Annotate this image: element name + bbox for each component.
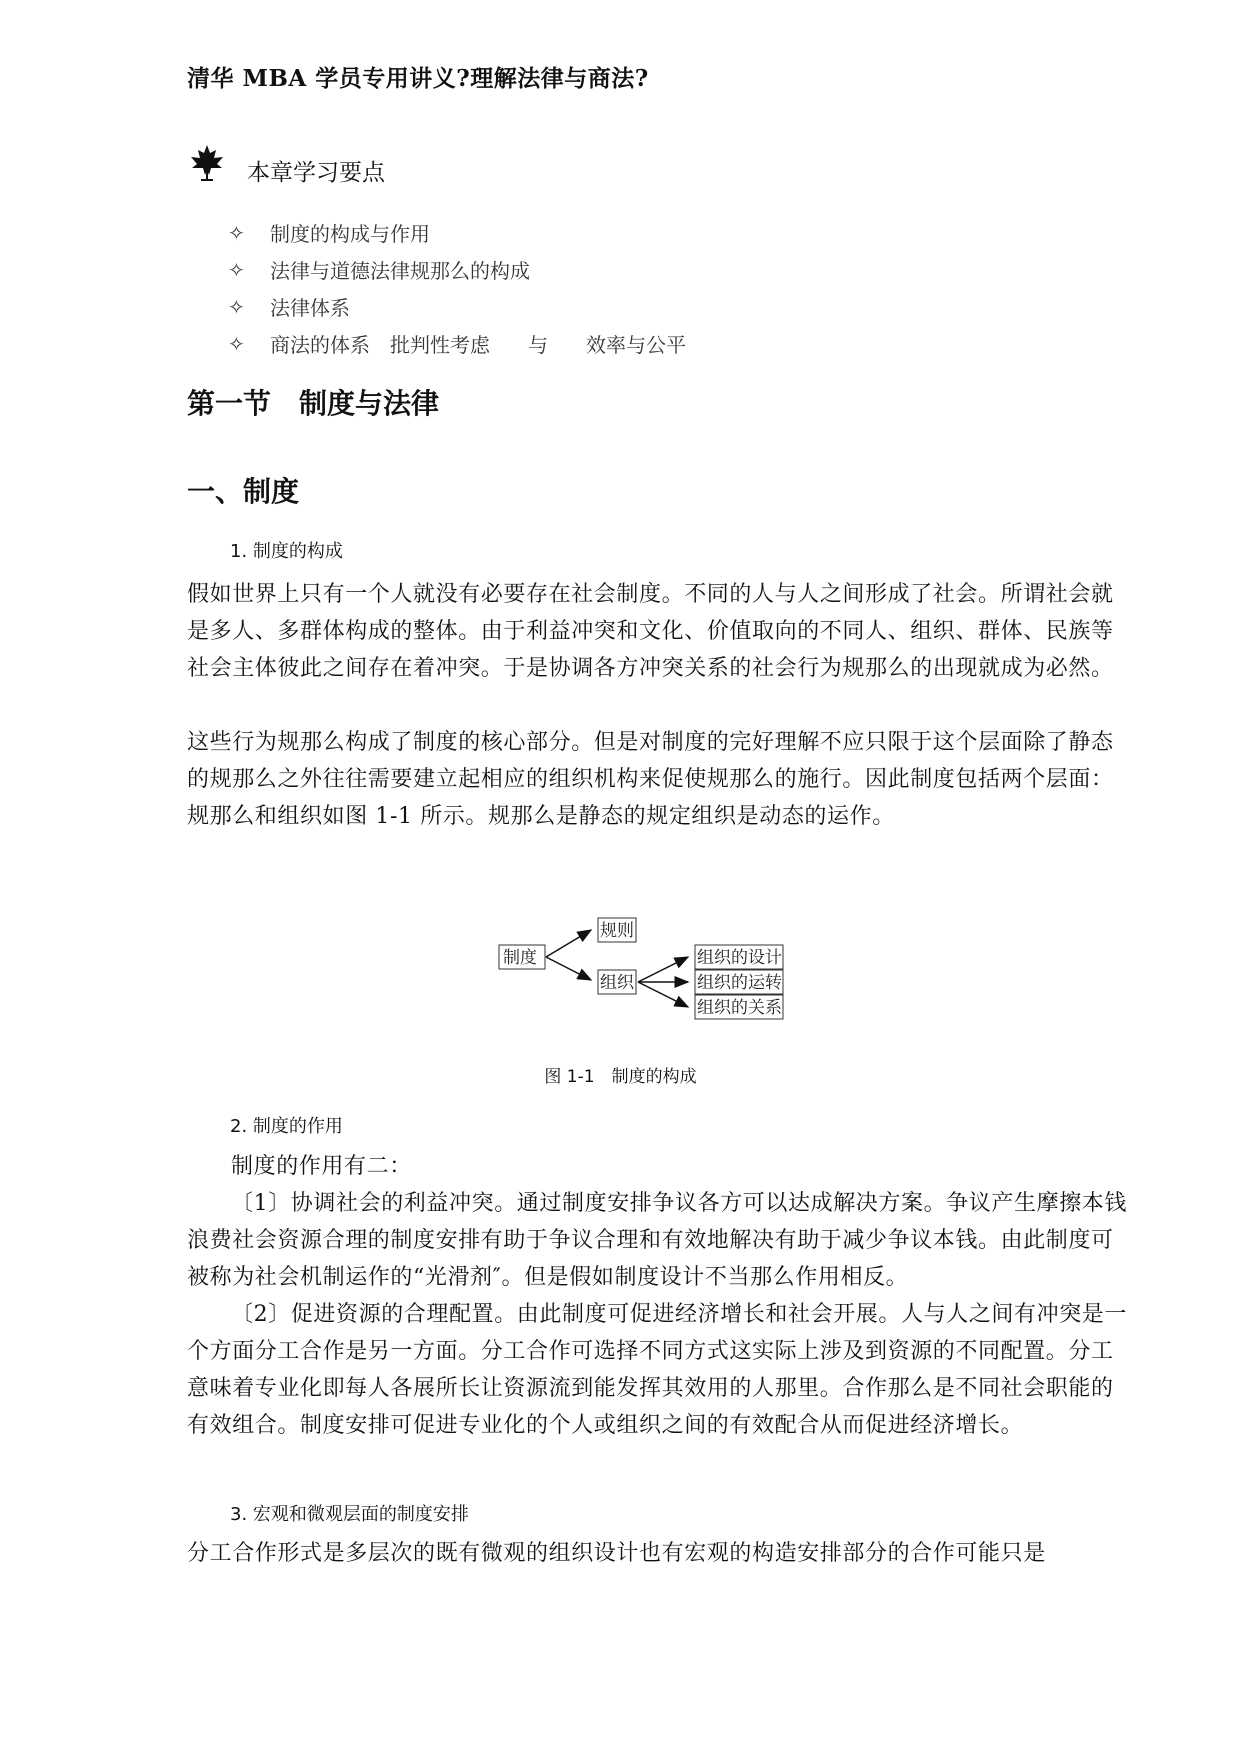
maple-leaf-icon: [187, 143, 227, 183]
key-points-list: [228, 214, 686, 362]
list-item-text: 效率与公平: [586, 333, 686, 357]
list-item-text: 制度的构成与作用: [270, 222, 430, 246]
diagram-node-org-relations: 组织的关系: [697, 998, 782, 1018]
list-item-text: 批判性考虑: [390, 333, 490, 357]
list-item-text: 商法的体系: [270, 333, 370, 357]
page-header: 清华 MBA 学员专用讲义?理解法律与商法?: [187, 65, 649, 92]
diagram-node-organization: 组织: [600, 973, 634, 993]
paragraph: [187, 1185, 1132, 1296]
paragraph: [187, 1296, 1132, 1444]
key-points-title: 本章学习要点: [247, 160, 385, 186]
paragraph-text: 〔1〕协调社会的利益冲突。通过制度安排争议各方可以达成解决方案。争议产生摩擦本钱浪费社会资源合理的制度安排有助于争议合理和有效地解决有助于减少争议本钱。由此制度可被称为社会机制运作的“光滑剂″。但是假如制度设计不当那么作用相反。: [187, 1191, 1127, 1290]
item-heading: 1. 制度的构成: [230, 541, 343, 562]
institution-diagram: [498, 905, 818, 1025]
bullet-star-icon: ✧: [228, 257, 245, 282]
figure-caption: 图 1-1 制度的构成: [544, 1067, 697, 1087]
bullet-star-icon: ✧: [228, 331, 245, 356]
paragraph: [187, 1148, 1132, 1185]
list-item: [228, 288, 686, 325]
list-item: [228, 251, 686, 288]
bullet-star-icon: ✧: [228, 294, 245, 319]
diagram-node-root: 制度: [503, 948, 537, 968]
list-item-text: 与: [528, 333, 548, 357]
paragraph-text: 〔2〕促进资源的合理配置。由此制度可促进经济增长和社会开展。人与人之间有冲突是一个方面分工合作是另一方面。分工合作可选择不同方式这实际上涉及到资源的不同配置。分工意味着专业化即每人各展所长让资源流到能发挥其效用的人那里。合作那么是不同社会职能的有效组合。制度安排可促进专业化的个人或组织之间的有效配合从而促进经济增长。: [187, 1302, 1127, 1438]
paragraph: 分工合作形式是多层次的既有微观的组织设计也有宏观的构造安排部分的合作可能只是: [187, 1541, 1046, 1566]
item-heading: 3. 宏观和微观层面的制度安排: [230, 1504, 469, 1525]
diagram-node-org-design: 组织的设计: [697, 948, 782, 968]
subsection-title: 一、制度: [187, 475, 300, 508]
item-heading: 2. 制度的作用: [230, 1116, 343, 1137]
list-item-text: 法律与道德法律规那么的构成: [270, 259, 530, 283]
list-item-text: 法律体系: [270, 296, 350, 320]
list-item: [228, 214, 686, 251]
diagram-node-rules: 规则: [600, 921, 634, 941]
paragraph: 这些行为规那么构成了制度的核心部分。但是对制度的完好理解不应只限于这个层面除了静态的规那么之外往往需要建立起相应的组织机构来促使规那么的施行。因此制度包括两个层面：规那么和组织如图 1-1 所示。规那么是静态的规定组织是动态的运作。: [187, 730, 1114, 829]
list-item: [228, 325, 686, 362]
section-title: 第一节 制度与法律: [187, 387, 440, 420]
key-points-heading: [187, 138, 385, 187]
paragraph: 假如世界上只有一个人就没有必要存在社会制度。不同的人与人之间形成了社会。所谓社会就是多人、多群体构成的整体。由于利益冲突和文化、价值取向的不同人、组织、群体、民族等社会主体彼此之间存在着冲突。于是协调各方冲突关系的社会行为规那么的出现就成为必然。: [187, 582, 1114, 681]
diagram-node-org-operation: 组织的运转: [697, 973, 782, 993]
bullet-star-icon: ✧: [228, 220, 245, 245]
paragraph-text: 制度的作用有二：: [231, 1154, 412, 1179]
